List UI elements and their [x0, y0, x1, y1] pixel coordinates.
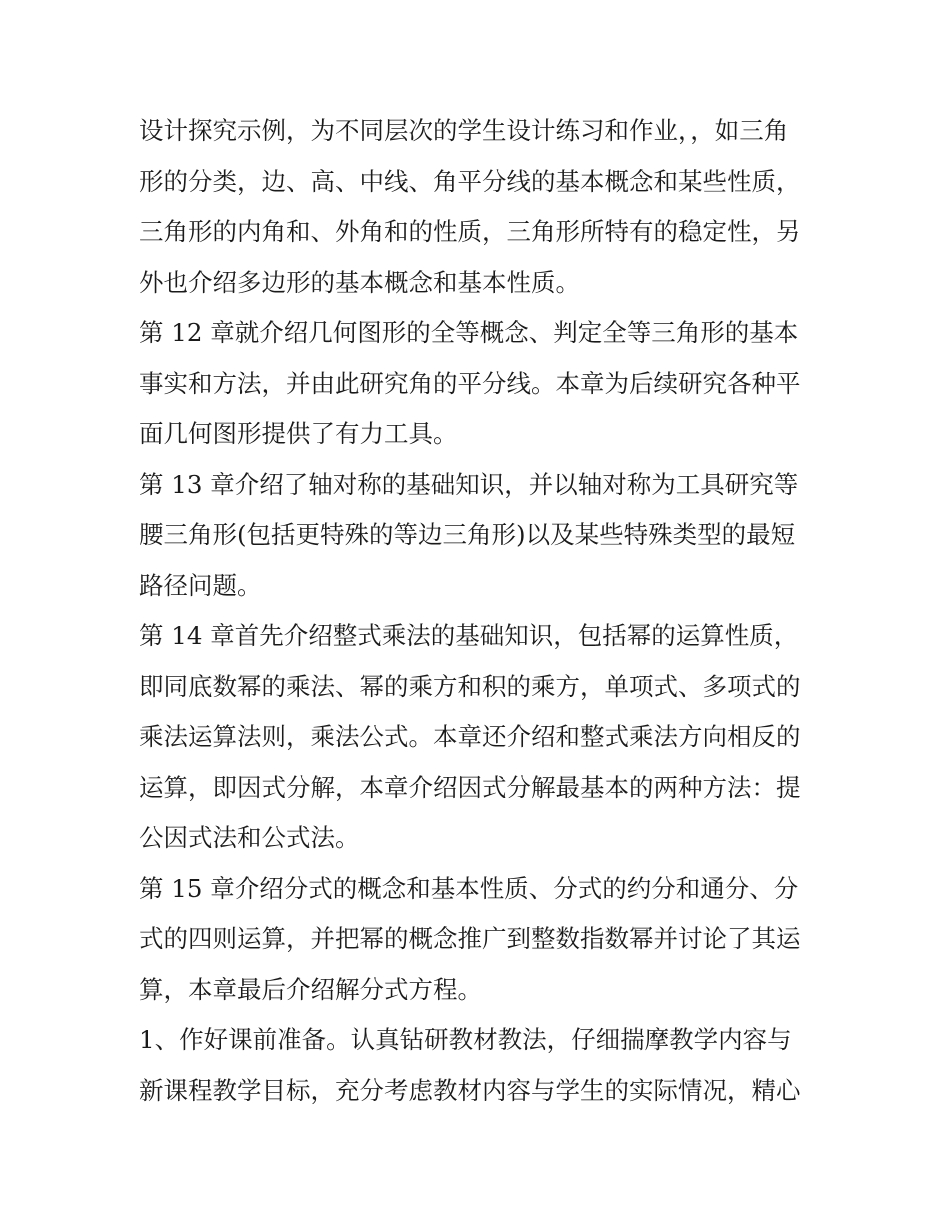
text-line: 公因式法和公式法。: [139, 823, 360, 852]
text-line: 路径问题。: [139, 570, 262, 600]
text-line: 外也介绍多边形的基本概念和基本性质。: [139, 267, 580, 297]
text-line: 即同底数幂的乘法、幂的乘方和积的乘方，单项式、多项式的: [139, 671, 801, 701]
text-line: 面几何图形提供了有力工具。: [139, 419, 458, 448]
text-line: 算，本章最后介绍解分式方程。: [139, 974, 482, 1004]
text-line: 第 12 章就介绍几何图形的全等概念、判定全等三角形的基本: [139, 318, 799, 347]
text-line: 乘法运算法则，乘法公式。本章还介绍和整式乘法方向相反的: [139, 722, 801, 751]
text-line: 新课程教学目标，充分考虑教材内容与学生的实际情况，精心: [139, 1075, 801, 1105]
text-line: 三角形的内角和、外角和的性质，三角形所特有的稳定性，另: [139, 217, 801, 246]
text-line: 事实和方法，并由此研究角的平分线。本章为后续研究各种平: [139, 368, 801, 398]
text-line: 1、作好课前准备。认真钻研教材教法，仔细揣摩教学内容与: [139, 1025, 792, 1054]
text-line: 第 14 章首先介绍整式乘法的基础知识，包括幂的运算性质，: [139, 621, 799, 650]
text-line: 腰三角形(包括更特殊的等边三角形)以及某些特殊类型的最短: [139, 520, 796, 549]
text-line: 第 13 章介绍了轴对称的基础知识，并以轴对称为工具研究等: [139, 469, 799, 499]
text-line: 形的分类，边、高、中线、角平分线的基本概念和某些性质，: [139, 166, 801, 196]
text-line: 第 15 章介绍分式的概念和基本性质、分式的约分和通分、分: [139, 873, 799, 903]
text-line: 设计探究示例，为不同层次的学生设计练习和作业，，如三角: [139, 116, 789, 145]
text-line: 式的四则运算，并把幂的概念推广到整数指数幂并讨论了其运: [139, 924, 801, 953]
body-text: [139, 106, 819, 1116]
text-line: 运算，即因式分解，本章介绍因式分解最基本的两种方法：提: [139, 772, 801, 802]
